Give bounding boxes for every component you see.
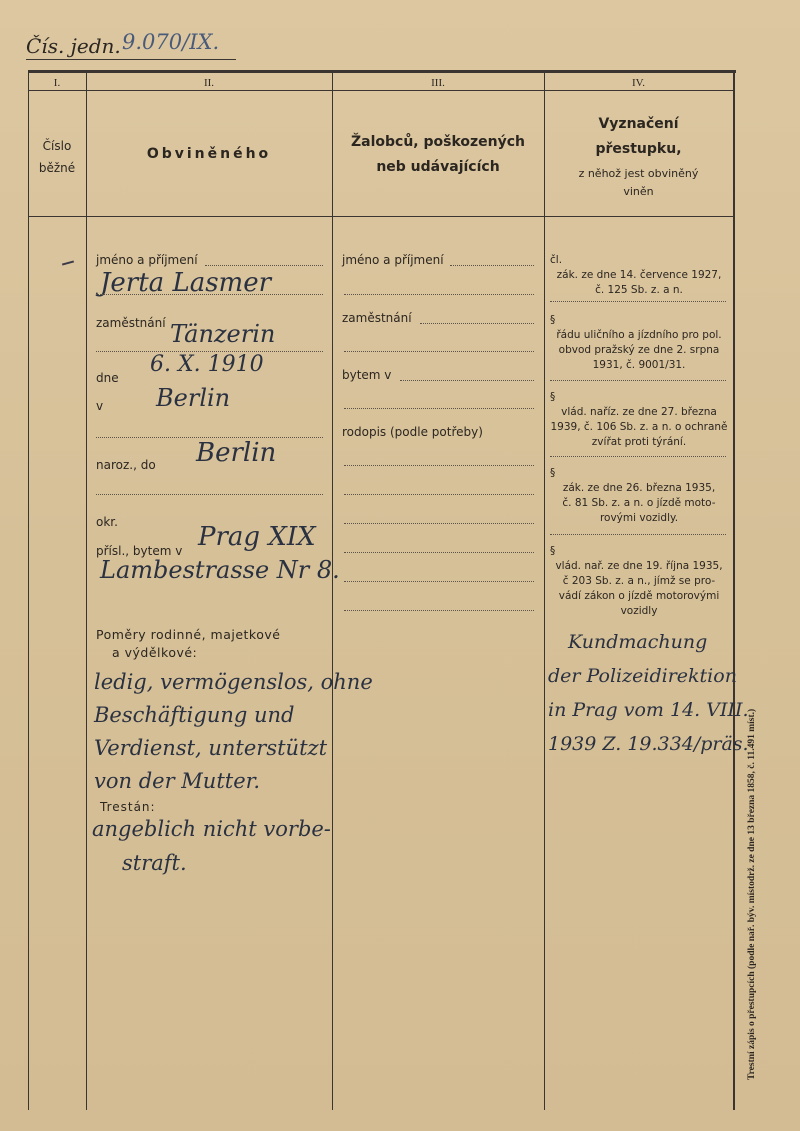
- accused-date-label: dne: [96, 371, 119, 385]
- complainant-occupation-label: zaměstnání: [342, 311, 412, 325]
- accused-occupation-label: zaměstnání: [96, 316, 166, 330]
- offence-law-5-line4: vozidly: [620, 605, 658, 617]
- offence-law-1-line2: č. 125 Sb. z. a n.: [595, 284, 683, 296]
- entry-mark: [62, 260, 74, 265]
- accused-street-value: Lambestrasse Nr 8.: [100, 556, 340, 584]
- offence-law-1: [550, 253, 728, 298]
- accused-record-value: [92, 812, 331, 880]
- col1-header: [28, 135, 86, 179]
- col1-header-line2: běžné: [38, 161, 76, 175]
- reference-value: 9.070/IX.: [122, 30, 220, 54]
- accused-residence-value: Prag XIX: [198, 522, 316, 552]
- offence-law-1-mark: čl.: [550, 254, 563, 266]
- col2-header: Obviněného: [146, 146, 272, 162]
- accused-record-line2: straft.: [122, 851, 187, 875]
- accused-occupation-value: Tänzerin: [170, 320, 276, 348]
- accused-name-label: jméno a příjmení: [96, 253, 198, 267]
- offence-law-5-mark: §: [550, 545, 556, 557]
- accused-record-label: Trestán:: [100, 800, 156, 814]
- col4-subheader-line2: viněn: [623, 185, 654, 198]
- offence-law-5-line3: vádí zákon o jízdě motorovými: [558, 590, 720, 602]
- col4-header-line1: Vyznačení: [598, 116, 679, 132]
- accused-family-label-line2: a výdělkové:: [112, 645, 198, 660]
- offence-law-4-line2: č. 81 Sb. z. a n. o jízdě moto-: [562, 497, 716, 509]
- offence-law-4-mark: §: [550, 467, 556, 479]
- side-note: [747, 660, 767, 1080]
- accused-family-value: [94, 666, 373, 798]
- accused-family-line3: Verdienst, unterstützt: [94, 736, 328, 760]
- col4-header-line2: přestupku,: [595, 141, 682, 157]
- offence-law-1-line1: zák. ze dne 14. července 1927,: [556, 269, 722, 281]
- offence-handwritten-line2: der Polizeidirektion: [548, 665, 737, 687]
- column-number-2: II.: [203, 77, 215, 89]
- col3-header-line1: Žalobců, poškozených: [350, 134, 526, 150]
- side-note-text: Trestní zápis o přestupcích (podle nař. býv. místodrž. ze dne 13 března 1858, č. 11.491 míst.): [747, 708, 757, 1080]
- accused-residence-label: přísl., bytem v: [96, 544, 183, 558]
- accused-name-value: Jerta Lasmer: [100, 268, 272, 298]
- offence-law-2: [550, 313, 728, 373]
- reference-number: [26, 30, 241, 60]
- offence-handwritten: [548, 625, 749, 761]
- offence-law-3-line2: 1939, č. 106 Sb. z. a n. o ochraně: [550, 421, 728, 433]
- col4-subheader-line1: z něhož jest obviněný: [578, 167, 699, 180]
- offence-law-4-line3: rovými vozidly.: [599, 512, 679, 524]
- accused-date-value: 6. X. 1910: [150, 352, 264, 377]
- offence-law-3: [550, 390, 728, 450]
- offence-law-5-line2: č 203 Sb. z. a n., jímž se pro-: [562, 575, 716, 587]
- reference-label: Čís. jedn.: [26, 34, 121, 58]
- offence-law-4-line1: zák. ze dne 26. března 1935,: [562, 482, 716, 494]
- accused-family-line1: ledig, vermögenslos, ohne: [94, 670, 373, 694]
- accused-family-line4: von der Mutter.: [94, 769, 261, 793]
- offence-law-2-line2: obvod pražský ze dne 2. srpna: [558, 344, 720, 356]
- offence-handwritten-line4: 1939 Z. 19.334/präs.: [548, 733, 749, 755]
- accused-born-label: naroz., do: [96, 458, 156, 472]
- complainant-name-label: jméno a příjmení: [342, 253, 444, 267]
- offence-law-3-mark: §: [550, 391, 556, 403]
- offence-law-4: [550, 466, 728, 526]
- col3-header: [332, 130, 544, 180]
- accused-family-label: [96, 626, 280, 662]
- complainant-residence-label: bytem v: [342, 368, 392, 382]
- offence-law-5-line1: vlád. nař. ze dne 19. října 1935,: [555, 560, 723, 572]
- column-number-1: I.: [53, 77, 61, 89]
- column-number-3: III.: [431, 77, 445, 89]
- accused-in-label: v: [96, 399, 104, 413]
- accused-family-label-line1: Poměry rodinné, majetkové: [96, 627, 281, 642]
- offence-handwritten-line1: Kundmachung: [568, 631, 708, 653]
- accused-family-line2: Beschäftigung und: [94, 703, 295, 727]
- offence-law-3-line1: vlád. naříz. ze dne 27. března: [561, 406, 717, 418]
- column-number-4: IV.: [632, 77, 645, 89]
- accused-district-label: okr.: [96, 515, 118, 529]
- offence-handwritten-line3: in Prag vom 14. VIII.: [548, 699, 749, 721]
- offence-law-5: [550, 544, 728, 619]
- col1-header-line1: Číslo: [42, 139, 72, 153]
- accused-in-value: Berlin: [156, 384, 231, 412]
- complainant-record-label: rodopis (podle potřeby): [342, 425, 483, 439]
- col3-header-line2: neb udávajících: [376, 159, 500, 175]
- offence-law-2-line3: 1931, č. 9001/31.: [592, 359, 686, 371]
- offence-law-2-line1: řádu uličního a jízdního pro pol.: [556, 329, 722, 341]
- accused-record-line1: angeblich nicht vorbe-: [92, 817, 331, 841]
- offence-law-3-line3: zvířat proti týrání.: [591, 436, 687, 448]
- col4-header: [544, 112, 733, 200]
- accused-born-value: Berlin: [196, 438, 277, 468]
- offence-law-2-mark: §: [550, 314, 556, 326]
